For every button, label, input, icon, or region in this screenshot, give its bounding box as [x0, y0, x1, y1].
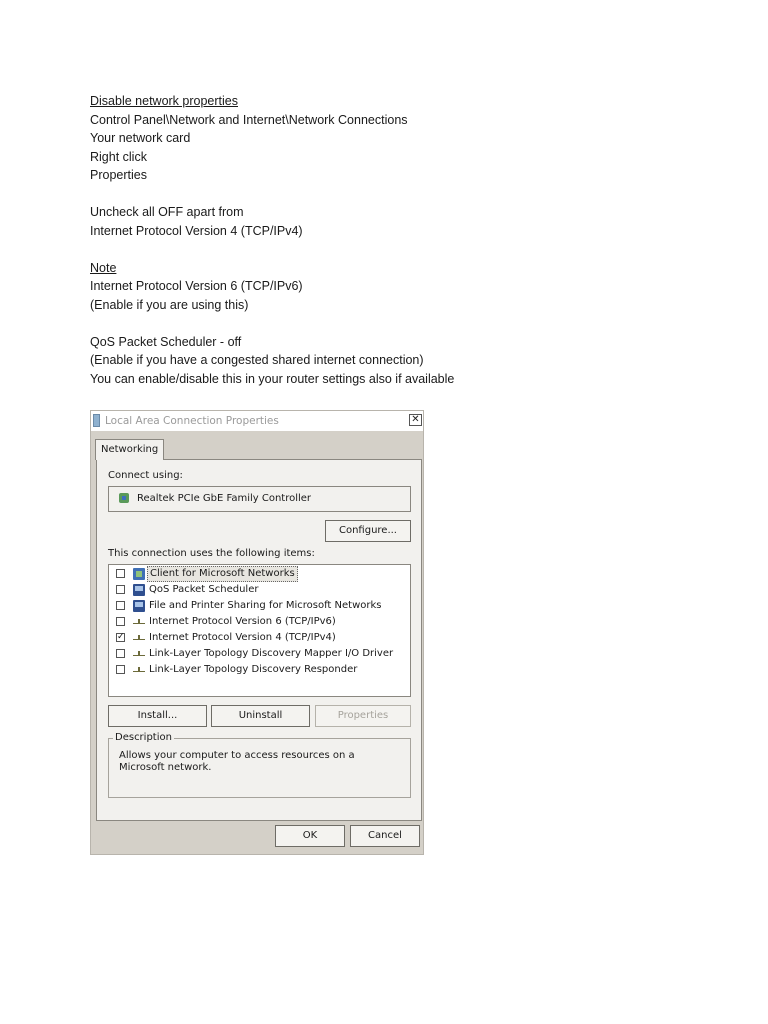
doc-note-line: (Enable if you are using this): [90, 297, 249, 312]
item-label: Client for Microsoft Networks: [147, 566, 298, 582]
network-client-icon: [133, 568, 145, 580]
item-label: Link-Layer Topology Discovery Responder: [149, 664, 358, 675]
doc-step: Right click: [90, 149, 147, 164]
install-button[interactable]: Install...: [108, 705, 207, 727]
adapter-name: Realtek PCIe GbE Family Controller: [137, 493, 312, 504]
item-label: Internet Protocol Version 6 (TCP/IPv6): [149, 616, 336, 627]
item-checkbox[interactable]: [116, 649, 125, 658]
item-label: Link-Layer Topology Discovery Mapper I/O Driver: [149, 648, 394, 659]
doc-step: Your network card: [90, 131, 191, 145]
computer-icon: [133, 600, 145, 612]
connect-using-label: Connect using:: [108, 470, 183, 481]
computer-icon: [133, 584, 145, 596]
doc-note-line: Internet Protocol Version 6 (TCP/IPv6): [90, 279, 303, 293]
item-checkbox[interactable]: [116, 665, 125, 674]
document-text: [90, 92, 690, 388]
description-group: [108, 732, 411, 798]
item-checkbox[interactable]: [116, 569, 125, 578]
dialog-title: Local Area Connection Properties: [105, 415, 279, 427]
network-connection-icon: [93, 414, 100, 427]
protocol-icon: [133, 632, 145, 644]
cancel-button[interactable]: Cancel: [350, 825, 420, 847]
uninstall-button[interactable]: Uninstall: [211, 705, 310, 727]
description-legend: Description: [115, 732, 172, 743]
doc-uncheck-line: Uncheck all OFF apart from: [90, 205, 244, 219]
doc-keep-line: Internet Protocol Version 4 (TCP/IPv4): [90, 223, 303, 238]
item-checkbox[interactable]: [116, 585, 125, 594]
adapter-field: [108, 486, 411, 512]
doc-qos-line: QoS Packet Scheduler - off: [90, 334, 242, 349]
properties-button[interactable]: Properties: [315, 705, 411, 727]
protocol-icon: [133, 616, 145, 628]
item-checkbox[interactable]: ✓: [117, 632, 125, 642]
doc-note-heading: Note: [90, 260, 117, 275]
item-checkbox[interactable]: [116, 601, 125, 610]
protocol-icon: [133, 664, 145, 676]
doc-heading: Disable network properties: [90, 94, 238, 108]
item-label: File and Printer Sharing for Microsoft Networks: [149, 600, 382, 611]
item-label: Internet Protocol Version 4 (TCP/IPv4): [149, 632, 336, 643]
close-icon[interactable]: ✕: [409, 414, 422, 426]
components-list[interactable]: [108, 564, 411, 697]
items-label: This connection uses the following items:: [108, 548, 315, 559]
doc-qos-line: (Enable if you have a congested shared internet connection): [90, 353, 424, 367]
item-checkbox[interactable]: [116, 617, 125, 626]
ok-button[interactable]: OK: [275, 825, 345, 847]
network-adapter-icon: [119, 493, 129, 503]
configure-button[interactable]: Configure...: [325, 520, 411, 542]
doc-step: Properties: [90, 168, 147, 182]
networking-panel: [96, 459, 422, 821]
item-label: QoS Packet Scheduler: [149, 584, 259, 595]
doc-step: Control Panel\Network and Internet\Network Connections: [90, 112, 408, 127]
protocol-icon: [133, 648, 145, 660]
doc-qos-line: You can enable/disable this in your router settings also if available: [90, 371, 455, 386]
description-text: Allows your computer to access resources on a Microsoft network.: [119, 750, 355, 773]
connection-properties-dialog: [90, 410, 424, 855]
tab-networking[interactable]: Networking: [95, 439, 164, 460]
dialog-titlebar[interactable]: [91, 411, 423, 431]
